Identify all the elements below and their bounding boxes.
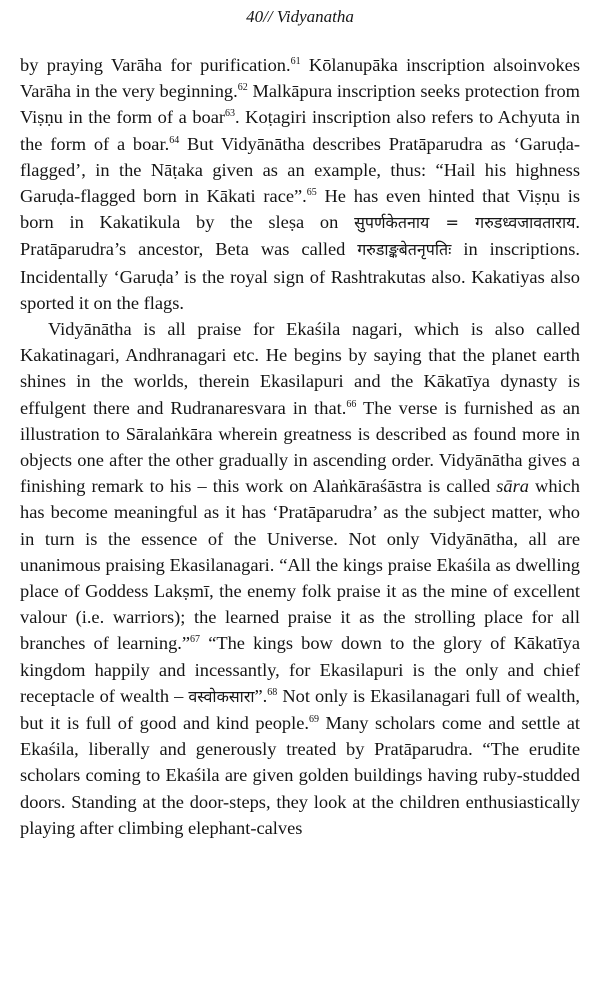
footnote-ref: 64 bbox=[169, 134, 180, 146]
text-run: Many scholars come and settle at Ekaśila, liberally and generously treated by Pratāparudra. “The erudite scholars coming to Ekaśila are given golden buildings having ruby-studded doors. Standing at the door-steps, they look at the children enthusiastically playing after climbing elephant-calves bbox=[20, 713, 581, 838]
text-run: Vidyānātha is all praise for Ekaśila nagari, which is also called Kakatinagari, Andhranagari etc. He begins by saying that the planet earth shines in the worlds, therein Ekasilapuri and the Kākatīya dynasty is effulgent there and Rudranaresvara in that. bbox=[20, 319, 580, 418]
footnote-ref: 68 bbox=[267, 686, 278, 698]
text-run: Kōlanupāka inscription alsoinvokes Varāha in the very beginning. bbox=[20, 55, 580, 102]
text-run: which has become meaningful as it has ‘Pratāparudra’ as the subject matter, who in turn is the essence of the Universe. Not only Vidyānātha, all are unanimous praising Ekasilanagari. “All the kings praise Ekaśila as dwelling place of Goddess Lakṣmī, the enemy folk praise it as the mine of excellent valour (i.e. warriors); the learned praise it as the strolling place for all branches of learning.” bbox=[20, 476, 580, 654]
text-run: But Vidyānātha describes Pratāparudra as ‘Garuḍa-flagged’, in the Nāṭaka given as an example, thus: “Hail his highness Garuḍa-flagged born in Kākati race”. bbox=[20, 133, 580, 207]
text-run: The verse is furnished as an illustration to Sāralaṅkāra wherein greatness is described as found more in objects one after the other gradually in ascending order. Vidyānātha gives a finishing remark to his – this work on Alaṅkāraśāstra is called bbox=[20, 397, 580, 497]
footnote-ref: 66 bbox=[346, 398, 357, 410]
text-run: by praying Varāha for purification. bbox=[20, 55, 291, 75]
footnote-ref: 69 bbox=[309, 714, 319, 726]
body-text bbox=[20, 52, 580, 841]
paragraph-1 bbox=[20, 52, 580, 316]
devanagari-text: वस्वोकसारा bbox=[188, 686, 255, 706]
text-run: . Pratāparudra’s ancestor, Beta was called bbox=[20, 212, 580, 260]
paragraph-2 bbox=[20, 316, 580, 841]
text-run: Not only is Ekasilanagari full of wealth, but it is full of good and kind people. bbox=[20, 685, 580, 734]
text-run: . Koṭagiri inscription also refers to Achyuta in the form of a boar. bbox=[20, 107, 580, 154]
text-run: in inscriptions. Incidentally ‘Garuḍa’ is the royal sign of Rashtrakutas also. Kakatiyas also sported it on the flags. bbox=[20, 239, 580, 313]
devanagari-text: सुपर्णकेतनाय = गरुडध्वजावताराय bbox=[354, 213, 576, 233]
footnote-ref: 62 bbox=[237, 82, 248, 94]
footnote-ref: 65 bbox=[306, 187, 317, 199]
devanagari-text: गरुडाङ्कबेतनृपतिः bbox=[357, 240, 452, 260]
text-run: Malkāpura inscription seeks protection from Viṣṇu in the form of a boar bbox=[20, 81, 580, 128]
text-run: ”. bbox=[254, 685, 268, 706]
running-head: 40// Vidyanatha bbox=[246, 7, 354, 26]
footnote-ref: 67 bbox=[190, 634, 201, 646]
footnote-ref: 61 bbox=[290, 56, 301, 67]
text-run: “The kings bow down to the glory of Kākatīya kingdom happily and incessantly, for Ekasilapuri is the only and chief receptacle of wealth – bbox=[20, 633, 580, 706]
text-run: He has even hinted that Viṣṇu is born in Kakatikula by the sleṣa on bbox=[20, 186, 580, 233]
footnote-ref: 63 bbox=[225, 108, 235, 120]
italic-text: sāra bbox=[496, 476, 529, 497]
